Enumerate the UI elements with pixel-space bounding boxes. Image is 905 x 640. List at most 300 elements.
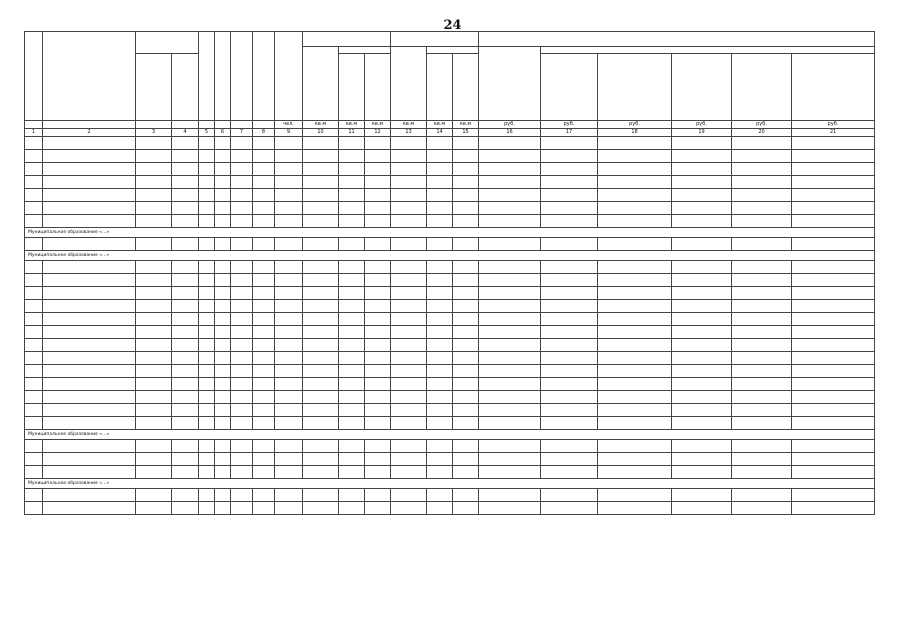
table-cell <box>172 440 199 453</box>
unit-cell: кв.м <box>427 121 453 129</box>
table-cell <box>427 287 453 300</box>
header-cell-3 <box>136 54 172 121</box>
table-cell <box>231 489 253 502</box>
table-cell <box>453 489 479 502</box>
table-cell <box>199 189 215 202</box>
table-cell <box>732 489 792 502</box>
table-cell <box>365 261 391 274</box>
table-cell <box>792 261 875 274</box>
table-cell <box>672 391 732 404</box>
table-cell <box>275 352 303 365</box>
header-cell-13 <box>391 47 427 121</box>
table-cell <box>339 489 365 502</box>
table-cell <box>672 287 732 300</box>
table-row <box>25 137 875 150</box>
table-cell <box>275 365 303 378</box>
table-cell <box>172 287 199 300</box>
unit-cell: руб. <box>792 121 875 129</box>
table-cell <box>136 404 172 417</box>
header-cell-9 <box>275 32 303 121</box>
table-cell <box>427 326 453 339</box>
table-cell <box>427 150 453 163</box>
table-cell <box>303 163 339 176</box>
table-cell <box>792 287 875 300</box>
table-cell <box>792 137 875 150</box>
table-cell <box>253 339 275 352</box>
header-cell-19 <box>672 54 732 121</box>
table-cell <box>453 326 479 339</box>
rows-block <box>25 137 875 228</box>
table-cell <box>339 391 365 404</box>
table-cell <box>303 274 339 287</box>
unit-cell: кв.м <box>453 121 479 129</box>
table-cell <box>172 313 199 326</box>
table-cell <box>365 466 391 479</box>
header-cell-16 <box>479 47 541 121</box>
table-cell <box>598 378 672 391</box>
table-cell <box>732 163 792 176</box>
column-number: 2 <box>43 129 136 137</box>
table-cell <box>172 466 199 479</box>
table-row <box>25 326 875 339</box>
table-cell <box>339 453 365 466</box>
table-row <box>25 417 875 430</box>
table-cell <box>339 189 365 202</box>
table-cell <box>199 313 215 326</box>
table-cell <box>672 261 732 274</box>
column-number: 18 <box>598 129 672 137</box>
group-block <box>25 479 875 489</box>
table-cell <box>598 352 672 365</box>
table-cell <box>427 489 453 502</box>
unit-cell: руб. <box>598 121 672 129</box>
table-cell <box>365 352 391 365</box>
table-cell <box>275 404 303 417</box>
header-cell-20 <box>732 54 792 121</box>
table-cell <box>136 417 172 430</box>
table-cell <box>231 502 253 515</box>
table-cell <box>453 417 479 430</box>
table-cell <box>365 391 391 404</box>
table-cell <box>672 365 732 378</box>
table-cell <box>598 176 672 189</box>
table-cell <box>43 326 136 339</box>
unit-cell <box>231 121 253 129</box>
table-cell <box>303 440 339 453</box>
table-cell <box>479 502 541 515</box>
table-cell <box>215 176 231 189</box>
table-cell <box>479 274 541 287</box>
table-cell <box>479 404 541 417</box>
table-cell <box>792 238 875 251</box>
table-cell <box>275 287 303 300</box>
table-cell <box>479 163 541 176</box>
table-cell <box>391 287 427 300</box>
table-cell <box>253 313 275 326</box>
table-cell <box>598 137 672 150</box>
table-cell <box>339 287 365 300</box>
table-cell <box>215 378 231 391</box>
column-number: 16 <box>479 129 541 137</box>
table-cell <box>172 215 199 228</box>
table-cell <box>365 339 391 352</box>
table-cell <box>453 163 479 176</box>
table-cell <box>43 150 136 163</box>
unit-cell: руб. <box>479 121 541 129</box>
table-cell <box>598 440 672 453</box>
table-cell <box>792 176 875 189</box>
table-row <box>25 440 875 453</box>
table-cell <box>792 313 875 326</box>
table-cell <box>215 365 231 378</box>
table-cell <box>275 274 303 287</box>
table-cell <box>792 300 875 313</box>
table-cell <box>43 176 136 189</box>
table-cell <box>427 274 453 287</box>
table-cell <box>391 502 427 515</box>
table-cell <box>541 274 598 287</box>
table-cell <box>598 502 672 515</box>
table-cell <box>43 440 136 453</box>
table-cell <box>275 391 303 404</box>
table-cell <box>391 137 427 150</box>
table-cell <box>672 404 732 417</box>
table-cell <box>25 326 43 339</box>
column-number: 3 <box>136 129 172 137</box>
group-name: Муниципальное образование «…» <box>25 228 875 238</box>
table-cell <box>479 137 541 150</box>
table-cell <box>672 417 732 430</box>
table-cell <box>427 215 453 228</box>
column-number: 7 <box>231 129 253 137</box>
table-cell <box>199 339 215 352</box>
unit-cell <box>25 121 43 129</box>
table-cell <box>25 453 43 466</box>
table-cell <box>199 176 215 189</box>
table-cell <box>732 417 792 430</box>
table-cell <box>25 365 43 378</box>
table-cell <box>275 176 303 189</box>
table-cell <box>303 137 339 150</box>
table-cell <box>732 404 792 417</box>
table-cell <box>43 238 136 251</box>
table-cell <box>215 417 231 430</box>
table-cell <box>199 417 215 430</box>
table-cell <box>427 238 453 251</box>
table-cell <box>541 417 598 430</box>
table-cell <box>453 352 479 365</box>
table-cell <box>453 313 479 326</box>
table-cell <box>275 339 303 352</box>
table-cell <box>231 391 253 404</box>
table-cell <box>732 440 792 453</box>
table-cell <box>479 300 541 313</box>
table-cell <box>215 466 231 479</box>
table-cell <box>25 215 43 228</box>
table-cell <box>598 466 672 479</box>
table-cell <box>136 391 172 404</box>
table-cell <box>365 202 391 215</box>
table-cell <box>25 238 43 251</box>
column-number: 5 <box>199 129 215 137</box>
table-cell <box>365 274 391 287</box>
table-cell <box>598 313 672 326</box>
table-cell <box>598 339 672 352</box>
table-cell <box>339 502 365 515</box>
table-cell <box>792 215 875 228</box>
table-cell <box>792 189 875 202</box>
table-cell <box>391 466 427 479</box>
table-cell <box>25 150 43 163</box>
table-cell <box>453 287 479 300</box>
table-cell <box>453 404 479 417</box>
table-cell <box>136 339 172 352</box>
table-cell <box>43 313 136 326</box>
table-cell <box>479 391 541 404</box>
table-cell <box>732 261 792 274</box>
table-cell <box>672 189 732 202</box>
table-cell <box>672 163 732 176</box>
table-cell <box>231 313 253 326</box>
unit-cell <box>43 121 136 129</box>
table-row <box>25 352 875 365</box>
group-row <box>25 228 875 238</box>
column-number: 9 <box>275 129 303 137</box>
table-cell <box>427 176 453 189</box>
table-cell <box>541 189 598 202</box>
table-cell <box>215 202 231 215</box>
table-cell <box>136 202 172 215</box>
table-cell <box>303 502 339 515</box>
unit-cell <box>199 121 215 129</box>
table-row <box>25 489 875 502</box>
table-cell <box>541 339 598 352</box>
table-cell <box>199 391 215 404</box>
table-cell <box>43 365 136 378</box>
table-cell <box>391 261 427 274</box>
unit-cell <box>253 121 275 129</box>
table-cell <box>427 339 453 352</box>
table-cell <box>25 352 43 365</box>
table-cell <box>792 339 875 352</box>
table-cell <box>215 163 231 176</box>
table-cell <box>365 150 391 163</box>
table-cell <box>792 378 875 391</box>
table-cell <box>732 215 792 228</box>
page-number: 24 <box>443 18 462 33</box>
table-cell <box>199 274 215 287</box>
table-cell <box>792 163 875 176</box>
table-cell <box>303 489 339 502</box>
table-cell <box>365 300 391 313</box>
table-cell <box>172 176 199 189</box>
table-cell <box>672 440 732 453</box>
table-cell <box>427 466 453 479</box>
table-cell <box>365 215 391 228</box>
table-row <box>25 215 875 228</box>
table-cell <box>339 339 365 352</box>
header-cell-7 <box>231 32 253 121</box>
table-row <box>25 176 875 189</box>
table-cell <box>275 378 303 391</box>
table-cell <box>391 189 427 202</box>
table-cell <box>25 274 43 287</box>
table-cell <box>365 189 391 202</box>
table-cell <box>231 274 253 287</box>
table-cell <box>43 202 136 215</box>
table-cell <box>453 502 479 515</box>
table-cell <box>172 339 199 352</box>
unit-cell: кв.м <box>303 121 339 129</box>
table-cell <box>672 378 732 391</box>
table-cell <box>339 417 365 430</box>
table-cell <box>391 339 427 352</box>
table-cell <box>303 176 339 189</box>
table-cell <box>339 150 365 163</box>
table-cell <box>453 238 479 251</box>
header-cell-13-15 <box>391 32 479 47</box>
column-number: 12 <box>365 129 391 137</box>
table-cell <box>672 313 732 326</box>
table-cell <box>732 313 792 326</box>
column-number: 21 <box>792 129 875 137</box>
table-cell <box>172 300 199 313</box>
table-cell <box>598 150 672 163</box>
table-cell <box>792 391 875 404</box>
table-cell <box>199 326 215 339</box>
table-cell <box>231 238 253 251</box>
table-cell <box>253 238 275 251</box>
table-cell <box>732 352 792 365</box>
table-cell <box>215 339 231 352</box>
table-cell <box>215 453 231 466</box>
unit-cell: руб. <box>672 121 732 129</box>
table-cell <box>136 466 172 479</box>
group-block <box>25 251 875 261</box>
table-cell <box>427 202 453 215</box>
table-cell <box>541 215 598 228</box>
table-cell <box>391 150 427 163</box>
table-cell <box>275 261 303 274</box>
rows-block <box>25 440 875 479</box>
table-cell <box>136 261 172 274</box>
table-cell <box>253 176 275 189</box>
table-cell <box>453 150 479 163</box>
column-number: 10 <box>303 129 339 137</box>
table-cell <box>303 453 339 466</box>
table-cell <box>732 176 792 189</box>
table-cell <box>391 352 427 365</box>
table-cell <box>479 202 541 215</box>
table-cell <box>231 453 253 466</box>
table-cell <box>253 417 275 430</box>
table-cell <box>732 202 792 215</box>
table-cell <box>792 352 875 365</box>
table-cell <box>339 326 365 339</box>
table-cell <box>792 274 875 287</box>
header-cell-17 <box>541 54 598 121</box>
rows-block <box>25 238 875 251</box>
table-cell <box>136 163 172 176</box>
table-cell <box>303 300 339 313</box>
table-cell <box>136 365 172 378</box>
table-cell <box>172 453 199 466</box>
table-row <box>25 261 875 274</box>
table-cell <box>303 339 339 352</box>
table-cell <box>479 313 541 326</box>
table-cell <box>792 365 875 378</box>
table-cell <box>275 453 303 466</box>
column-number: 14 <box>427 129 453 137</box>
table-cell <box>25 378 43 391</box>
table-cell <box>479 489 541 502</box>
table-cell <box>453 215 479 228</box>
table-cell <box>453 391 479 404</box>
table-cell <box>598 391 672 404</box>
table-cell <box>43 261 136 274</box>
table-cell <box>215 274 231 287</box>
table-cell <box>172 261 199 274</box>
table-cell <box>792 502 875 515</box>
table-cell <box>172 137 199 150</box>
table-cell <box>303 352 339 365</box>
table-cell <box>253 287 275 300</box>
table-cell <box>732 453 792 466</box>
table-cell <box>541 453 598 466</box>
table-cell <box>253 453 275 466</box>
table-cell <box>391 326 427 339</box>
column-numbers-row <box>25 129 875 137</box>
table-cell <box>339 202 365 215</box>
table-cell <box>215 137 231 150</box>
table-cell <box>172 352 199 365</box>
table-cell <box>732 378 792 391</box>
table-cell <box>43 502 136 515</box>
table-cell <box>427 313 453 326</box>
table-cell <box>391 176 427 189</box>
table-cell <box>365 176 391 189</box>
table-cell <box>391 453 427 466</box>
table-cell <box>199 378 215 391</box>
table-cell <box>136 137 172 150</box>
rows-block <box>25 261 875 430</box>
table-cell <box>479 176 541 189</box>
header-cell-14 <box>427 54 453 121</box>
table-cell <box>732 238 792 251</box>
table-cell <box>275 326 303 339</box>
table-cell <box>792 466 875 479</box>
table-cell <box>598 417 672 430</box>
unit-cell <box>136 121 172 129</box>
table-cell <box>231 417 253 430</box>
table-cell <box>453 300 479 313</box>
table-cell <box>365 489 391 502</box>
table-cell <box>215 215 231 228</box>
table-cell <box>453 176 479 189</box>
table-cell <box>339 215 365 228</box>
table-cell <box>199 150 215 163</box>
table-cell <box>43 466 136 479</box>
table-cell <box>598 453 672 466</box>
table-cell <box>453 440 479 453</box>
table-cell <box>672 326 732 339</box>
table-cell <box>339 440 365 453</box>
table-cell <box>365 502 391 515</box>
table-cell <box>43 339 136 352</box>
table-cell <box>25 417 43 430</box>
header-cell-11-12 <box>339 47 391 54</box>
table-cell <box>479 466 541 479</box>
